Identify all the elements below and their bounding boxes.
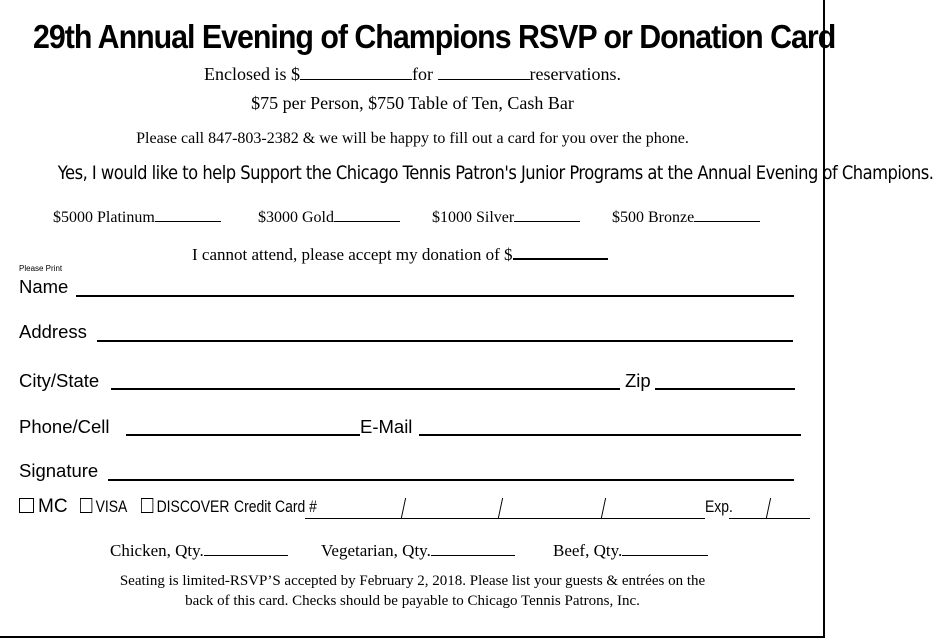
reservations-blank[interactable]	[438, 63, 530, 80]
city-state-field[interactable]	[111, 388, 620, 390]
discover-checkbox[interactable]	[141, 498, 153, 513]
beef-label: Beef, Qty.	[553, 541, 623, 560]
chicken-qty-blank[interactable]	[204, 539, 288, 556]
card-title: 29th Annual Evening of Champions RSVP or Donation Card	[33, 18, 836, 55]
discover-option[interactable]	[141, 497, 229, 517]
chicken-label: Chicken, Qty.	[110, 541, 204, 560]
sponsor-level-platinum	[53, 205, 221, 227]
amount-blank[interactable]	[300, 63, 412, 80]
platinum-blank[interactable]	[155, 205, 221, 222]
level-label: $3000 Gold	[258, 209, 334, 226]
pricing-line: $75 per Person, $750 Table of Ten, Cash Bar	[251, 93, 574, 113]
meal-beef	[553, 539, 708, 561]
donation-amount-blank[interactable]	[513, 242, 608, 260]
level-label: $500 Bronze	[612, 209, 695, 226]
credit-card-field[interactable]	[305, 518, 705, 519]
zip-label: Zip	[625, 370, 651, 391]
enclosed-line	[0, 63, 825, 85]
sponsor-level-bronze	[612, 205, 760, 227]
sponsor-level-silver	[432, 205, 580, 227]
vegetarian-label: Vegetarian, Qty.	[321, 541, 431, 560]
mc-option[interactable]	[19, 496, 68, 518]
vegetarian-qty-blank[interactable]	[431, 539, 515, 556]
enclosed-middle: for	[412, 64, 434, 84]
cc-separator	[498, 498, 505, 518]
support-line: Yes, I would like to help Support the Chicago Tennis Patron's Junior Programs at the Annual Evening of Champions.	[57, 162, 933, 184]
level-label: $5000 Platinum	[53, 209, 155, 226]
exp-field[interactable]	[729, 518, 810, 519]
address-label: Address	[19, 321, 87, 342]
name-field[interactable]	[76, 295, 794, 297]
phone-label: Phone/Cell	[19, 416, 110, 437]
donation-line	[192, 242, 608, 265]
meal-chicken	[110, 539, 288, 561]
meal-vegetarian	[321, 539, 515, 561]
email-label: E-Mail	[360, 416, 413, 437]
signature-field[interactable]	[108, 479, 794, 481]
silver-blank[interactable]	[514, 205, 580, 222]
address-field[interactable]	[97, 340, 793, 342]
call-line: Please call 847-803-2382 & we will be happy to fill out a card for you over the phone.	[136, 130, 689, 147]
sponsor-level-gold	[258, 205, 400, 227]
beef-qty-blank[interactable]	[622, 539, 708, 556]
bronze-blank[interactable]	[694, 205, 760, 222]
footer-line-2: back of this card. Checks should be payable to Chicago Tennis Patrons, Inc.	[185, 593, 640, 609]
visa-option[interactable]	[80, 497, 127, 517]
credit-card-label: Credit Card #	[234, 497, 317, 516]
phone-field[interactable]	[126, 434, 360, 436]
gold-blank[interactable]	[334, 205, 400, 222]
zip-field[interactable]	[655, 388, 795, 390]
footer-line-1: Seating is limited-RSVP’S accepted by February 2, 2018. Please list your guests & entrées on the	[119, 573, 706, 589]
email-field[interactable]	[419, 434, 801, 436]
enclosed-suffix: reservations.	[529, 64, 621, 84]
visa-checkbox[interactable]	[80, 498, 92, 513]
visa-label: VISA	[95, 497, 128, 516]
mc-checkbox[interactable]	[19, 498, 34, 513]
donation-text: I cannot attend, please accept my donation of $	[192, 245, 513, 264]
signature-label: Signature	[19, 460, 99, 481]
please-print-note: Please Print	[19, 264, 63, 273]
enclosed-prefix: Enclosed is $	[204, 64, 301, 84]
city-state-label: City/State	[19, 370, 100, 391]
mc-label: MC	[38, 496, 68, 517]
name-label: Name	[19, 276, 69, 297]
cc-separator	[401, 498, 408, 518]
level-label: $1000 Silver	[432, 209, 515, 226]
discover-label: DISCOVER	[156, 497, 230, 516]
exp-separator	[766, 498, 773, 518]
cc-separator	[601, 498, 608, 518]
exp-label: Exp.	[705, 497, 733, 516]
